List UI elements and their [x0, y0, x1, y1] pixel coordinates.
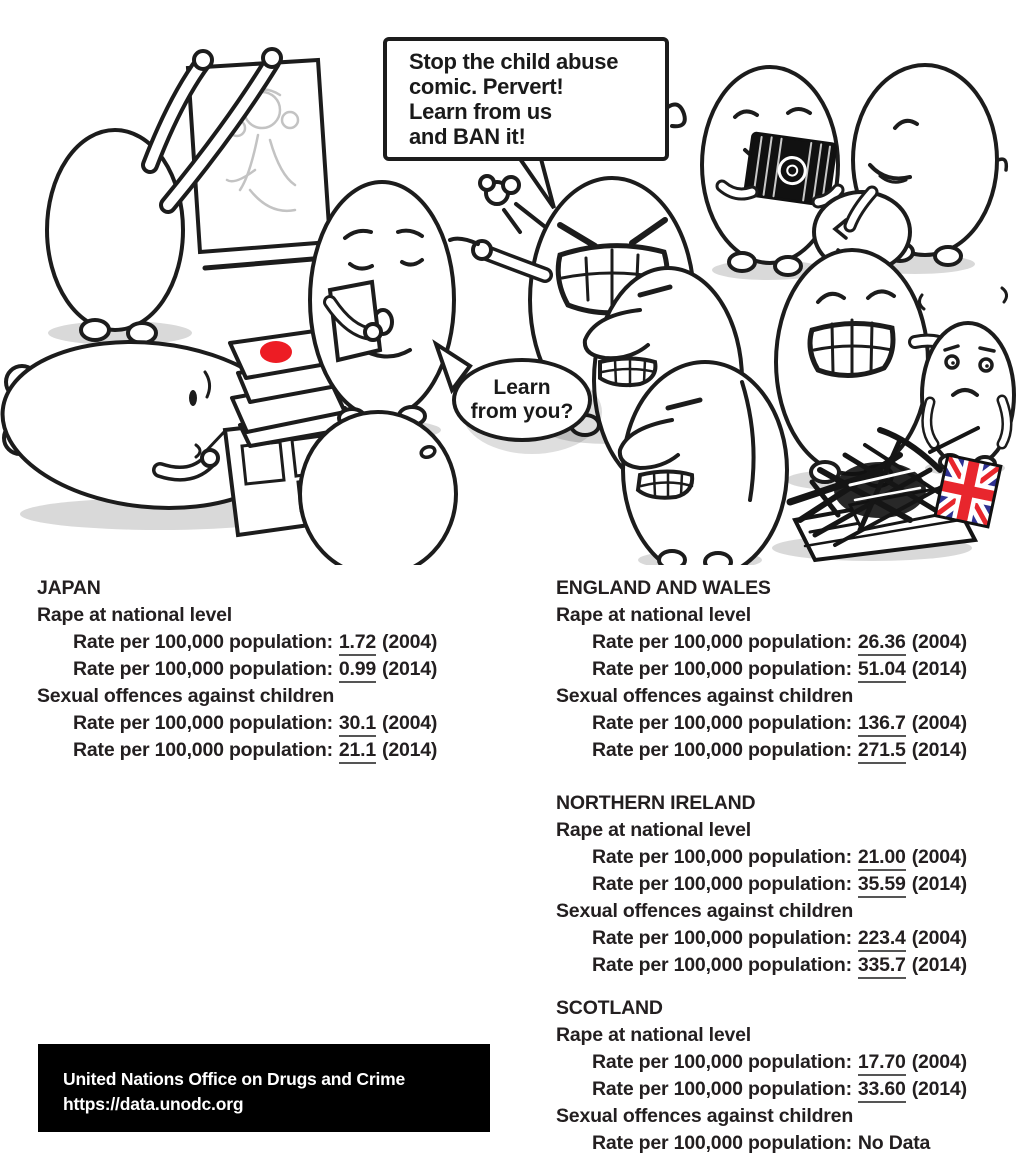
- source-footer: [38, 1044, 490, 1132]
- section-title: Sexual offences against children: [37, 685, 335, 707]
- worried-child-blob: [919, 288, 1014, 471]
- stat-year: (2004): [911, 1051, 967, 1073]
- country-name: ENGLAND AND WALES: [556, 577, 771, 599]
- stat-row: [37, 737, 517, 764]
- stat-value: 30.1: [339, 712, 376, 737]
- stat-year: (2014): [911, 658, 967, 680]
- stat-label: Rate per 100,000 population:: [592, 846, 852, 868]
- stat-label: Rate per 100,000 population:: [73, 631, 333, 653]
- replying-blob: [300, 412, 456, 565]
- stat-row: [556, 1049, 1024, 1076]
- stat-label: Rate per 100,000 population:: [592, 1051, 852, 1073]
- stat-year: (2014): [382, 739, 438, 761]
- stat-value: 21.00: [858, 846, 906, 871]
- section-title: Rape at national level: [37, 604, 232, 626]
- bubble-line: from you?: [470, 400, 574, 423]
- section-title: Sexual offences against children: [556, 1105, 854, 1127]
- bubble-line: Learn from us: [409, 99, 552, 124]
- stat-label: Rate per 100,000 population:: [73, 658, 333, 680]
- stats-column-left: [37, 575, 517, 764]
- section-title: Sexual offences against children: [556, 900, 854, 922]
- stat-year: (2004): [911, 927, 967, 949]
- stat-row: [556, 656, 1024, 683]
- stat-value: 17.70: [858, 1051, 906, 1076]
- country-name: SCOTLAND: [556, 997, 663, 1019]
- stat-year: (2004): [382, 712, 438, 734]
- stat-label: Rate per 100,000 population:: [73, 712, 333, 734]
- stat-value: 1.72: [339, 631, 376, 656]
- stat-row: [37, 710, 517, 737]
- bubble-line: Learn: [493, 376, 551, 399]
- steam-puff: [480, 176, 544, 232]
- stat-row: [556, 710, 1024, 737]
- stat-row: [556, 844, 1024, 871]
- section-title: Rape at national level: [556, 819, 751, 841]
- stat-label: Rate per 100,000 population:: [592, 658, 852, 680]
- stat-value: 271.5: [858, 739, 906, 764]
- stat-label: Rate per 100,000 population:: [592, 873, 852, 895]
- country-block-england-wales: [556, 575, 1024, 764]
- stat-year: (2014): [382, 658, 438, 680]
- sweat-drop: [919, 295, 924, 309]
- stat-value: 33.60: [858, 1078, 906, 1103]
- stat-year: (2014): [911, 873, 967, 895]
- stat-row: [556, 1076, 1024, 1103]
- stat-label: Rate per 100,000 population:: [592, 631, 852, 653]
- union-jack-book: [935, 455, 1001, 527]
- stat-row: [556, 737, 1024, 764]
- japan-flag-dot: [260, 341, 292, 363]
- stat-value: 335.7: [858, 954, 906, 979]
- stat-year: (2014): [911, 739, 967, 761]
- stat-value: 26.36: [858, 631, 906, 656]
- stat-label: Rate per 100,000 population:: [73, 739, 333, 761]
- stat-row: [556, 871, 1024, 898]
- country-block-scotland: [556, 995, 1024, 1157]
- country-name: JAPAN: [37, 577, 101, 599]
- sweat-drop: [1002, 288, 1007, 302]
- stat-row: [556, 952, 1024, 979]
- stat-value: 0.99: [339, 658, 376, 683]
- stat-row: [37, 656, 517, 683]
- source-org: United Nations Office on Drugs and Crime: [63, 1069, 406, 1089]
- stat-year: (2004): [911, 846, 967, 868]
- stat-label: Rate per 100,000 population:: [592, 1132, 852, 1154]
- stat-value: 21.1: [339, 739, 376, 764]
- stat-year: (2014): [911, 954, 967, 976]
- stat-year: (2004): [911, 631, 967, 653]
- stat-row: [556, 925, 1024, 952]
- stat-label: Rate per 100,000 population:: [592, 954, 852, 976]
- bubble-line: comic. Pervert!: [409, 74, 564, 99]
- source-url: https://data.unodc.org: [63, 1094, 244, 1114]
- country-block-japan: [37, 575, 517, 764]
- speech-bubble-ban: [383, 37, 669, 161]
- stat-year: (2004): [382, 631, 438, 653]
- country-block-northern-ireland: [556, 790, 1024, 979]
- stat-label: Rate per 100,000 population:: [592, 712, 852, 734]
- pointing-finger: [450, 239, 478, 244]
- section-title: Rape at national level: [556, 1024, 751, 1046]
- section-title: Sexual offences against children: [556, 685, 854, 707]
- stat-row: [556, 1130, 1024, 1157]
- speech-bubble-learn: [452, 358, 592, 442]
- section-title: Rape at national level: [556, 604, 751, 626]
- stat-value: 35.59: [858, 873, 906, 898]
- stat-value: 223.4: [858, 927, 906, 952]
- stat-label: Rate per 100,000 population:: [592, 927, 852, 949]
- stat-row: [37, 629, 517, 656]
- stat-value: 51.04: [858, 658, 906, 683]
- stat-label: Rate per 100,000 population:: [592, 739, 852, 761]
- stat-year: (2004): [911, 712, 967, 734]
- stat-value: 136.7: [858, 712, 906, 737]
- bubble-line: Stop the child abuse: [409, 49, 619, 74]
- stat-label: Rate per 100,000 population:: [592, 1078, 852, 1100]
- stats-column-right: [556, 575, 1024, 1157]
- stat-value-no-data: No Data: [857, 1132, 931, 1154]
- country-name: NORTHERN IRELAND: [556, 792, 756, 814]
- bubble-line: and BAN it!: [409, 124, 526, 149]
- stat-year: (2014): [911, 1078, 967, 1100]
- stat-row: [556, 629, 1024, 656]
